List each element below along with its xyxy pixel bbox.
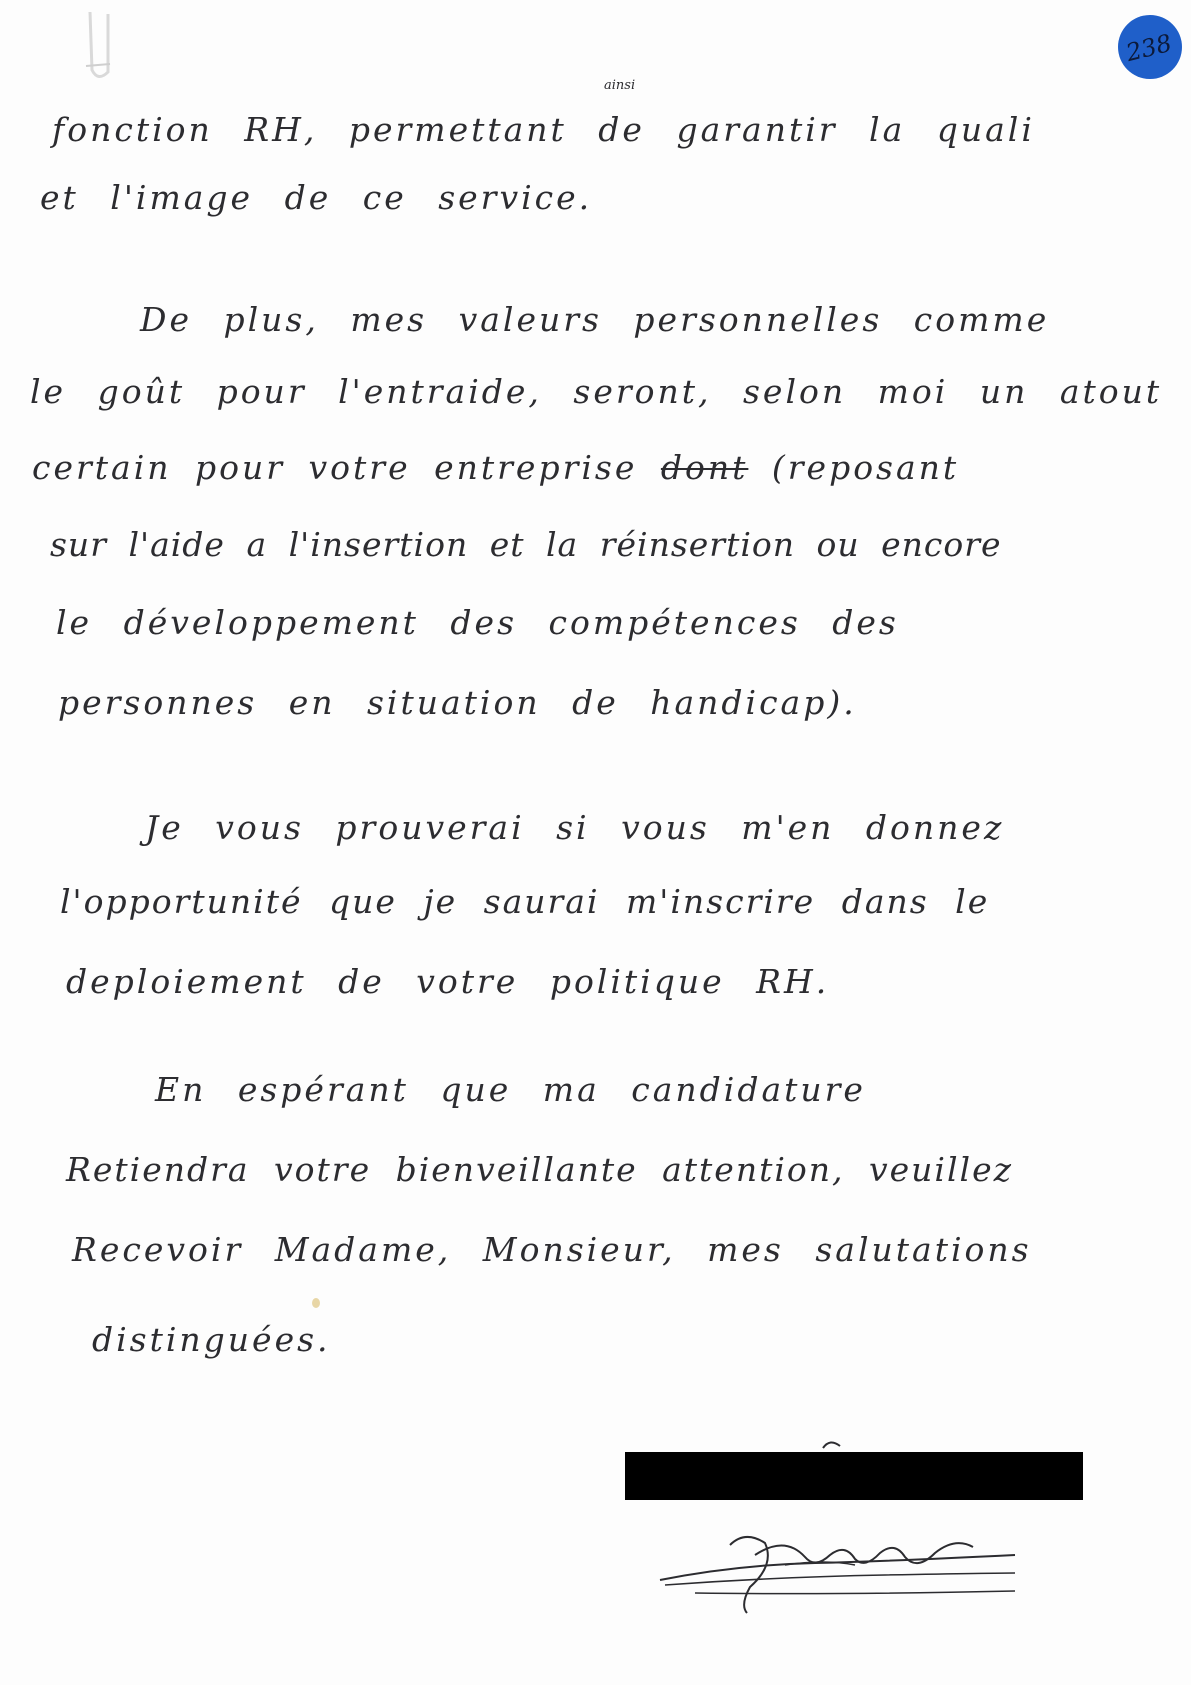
text-line-1: fonction RH, permettant de garantir la quali <box>52 110 1035 149</box>
page-number-text: 238 <box>1123 28 1175 68</box>
text-line-4: le goût pour l'entraide, seront, selon moi un atout <box>30 372 1163 411</box>
signature <box>655 1525 1035 1615</box>
text-line-11: deploiement de votre politique RH. <box>66 962 830 1001</box>
text-line-10: l'opportunité que je saurai m'inscrire dans le <box>60 882 990 921</box>
text-line-3: De plus, mes valeurs personnelles comme <box>140 300 1050 339</box>
pen-mark <box>820 1438 844 1452</box>
struck-word: dont <box>660 448 749 487</box>
text-line-5-main: certain pour votre entreprise <box>32 448 638 487</box>
text-line-5-end: (reposant <box>771 448 960 487</box>
text-line-9: Je vous prouverai si vous m'en donnez <box>145 808 1005 847</box>
text-line-6: sur l'aide a l'insertion et la réinsertion ou encore <box>50 525 1002 564</box>
text-line-2: et l'image de ce service. <box>40 178 593 217</box>
insert-note: ainsi <box>604 78 636 93</box>
staple-mark <box>82 10 116 90</box>
redacted-name-bar <box>625 1452 1083 1500</box>
text-line-8: personnes en situation de handicap). <box>58 683 857 722</box>
text-line-12: En espérant que ma candidature <box>155 1070 866 1109</box>
text-line-13: Retiendra votre bienveillante attention, veuillez <box>66 1150 1014 1189</box>
text-line-7: le développement des compétences des <box>56 603 899 642</box>
paper-speck <box>312 1298 320 1308</box>
text-line-14: Recevoir Madame, Monsieur, mes salutations <box>72 1230 1032 1269</box>
text-line-5 <box>32 448 959 487</box>
text-line-15: distinguées. <box>92 1320 331 1359</box>
